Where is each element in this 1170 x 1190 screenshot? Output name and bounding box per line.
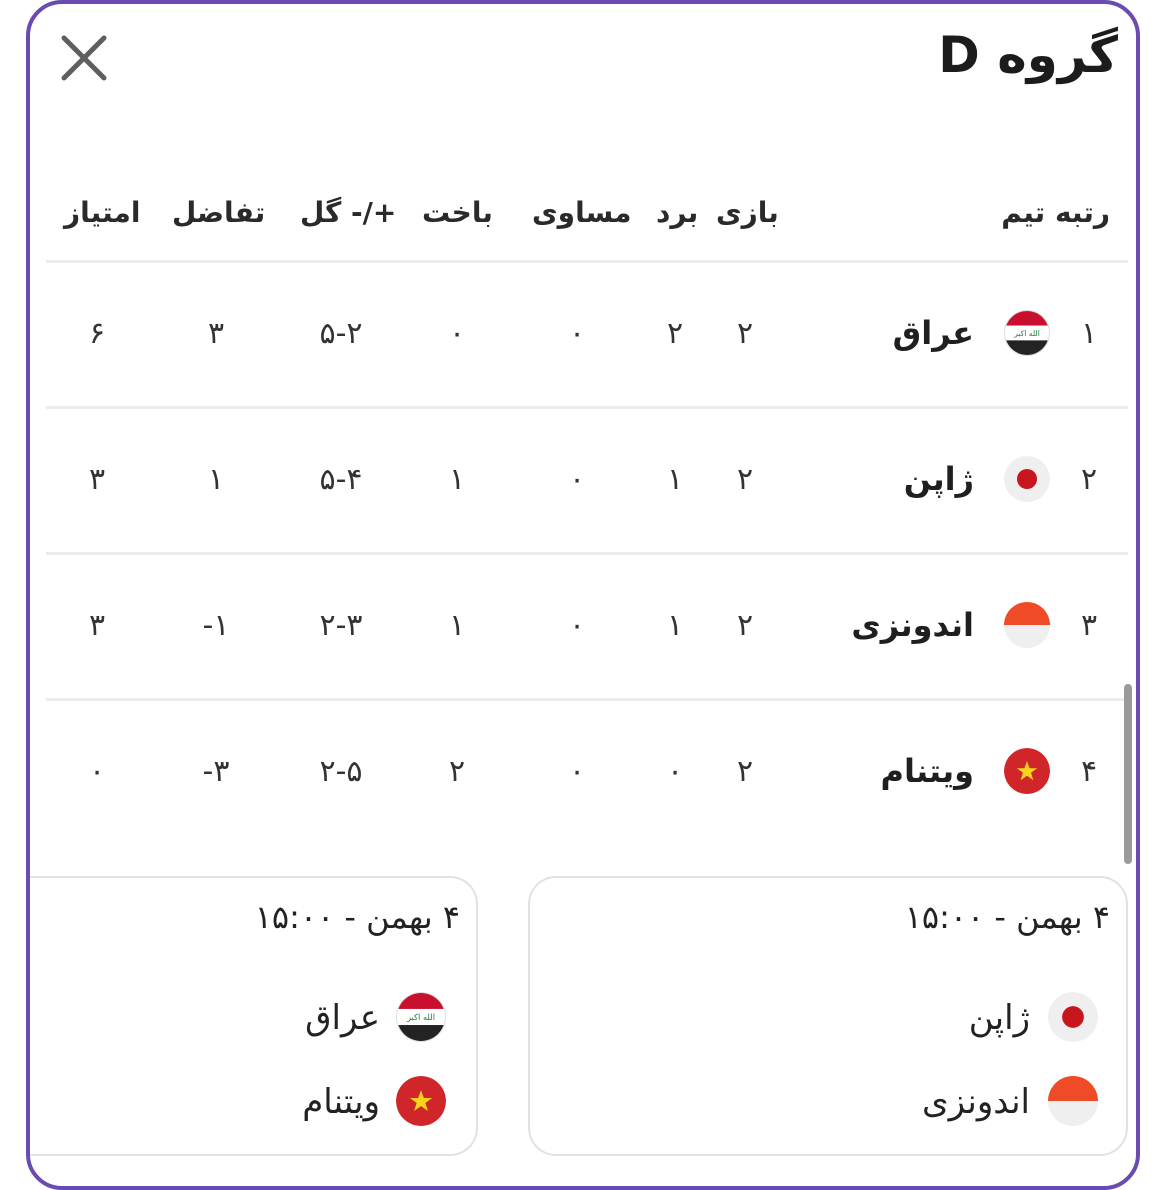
header-lost: باخت (422, 196, 493, 229)
goal-diff: ۱ (207, 462, 225, 497)
played: ۲ (736, 316, 754, 351)
match-card[interactable] (528, 876, 1128, 1156)
points: ۳ (88, 608, 106, 643)
header-rank-team: رتبه تیم (1001, 196, 1110, 229)
team-name: عراق (892, 314, 974, 352)
vietnam-flag-icon (1004, 748, 1050, 794)
drawn: ۰ (568, 462, 586, 497)
match-away-team: اندونزی (921, 1082, 1030, 1122)
goals: ۵-۲ (319, 316, 363, 351)
lost: ۱ (448, 608, 466, 643)
goals: ۲-۵ (319, 754, 363, 789)
played: ۲ (736, 608, 754, 643)
svg-text:الله اكبر: الله اكبر (1014, 328, 1040, 338)
iraq-flag-icon (1004, 310, 1050, 356)
header-won: برد (656, 196, 699, 229)
goal-diff: ۳ (207, 316, 225, 351)
played: ۲ (736, 462, 754, 497)
lost: ۲ (448, 754, 466, 789)
match-datetime: ۴ بهمن - ۱۵:۰۰ (254, 898, 460, 936)
rank: ۴ (1080, 754, 1098, 789)
drawn: ۰ (568, 608, 586, 643)
rank: ۳ (1080, 608, 1098, 643)
goal-diff: -۳ (202, 754, 230, 789)
played: ۲ (736, 754, 754, 789)
scrollbar[interactable] (1124, 684, 1132, 864)
match-away-team: ویتنام (302, 1082, 380, 1122)
header-goals: گل -/+ (300, 196, 397, 229)
japan-flag-icon (1048, 992, 1098, 1042)
vietnam-flag-icon (396, 1076, 446, 1126)
team-name: ژاپن (903, 460, 974, 498)
japan-flag-icon (1004, 456, 1050, 502)
team-name: ویتنام (880, 752, 974, 790)
won: ۱ (666, 462, 684, 497)
points: ۳ (88, 462, 106, 497)
iraq-flag-icon (396, 992, 446, 1042)
svg-text:الله اكبر: الله اكبر (406, 1012, 436, 1023)
match-datetime: ۴ بهمن - ۱۵:۰۰ (904, 898, 1110, 936)
lost: ۰ (448, 316, 466, 351)
indonesia-flag-icon (1004, 602, 1050, 648)
match-home-team: ژاپن (968, 998, 1030, 1038)
group-standings-dialog (26, 0, 1140, 1190)
goals: ۲-۳ (319, 608, 363, 643)
header-diff: تفاضل (172, 196, 266, 229)
points: ۶ (88, 316, 106, 351)
divider (46, 698, 1128, 701)
rank: ۲ (1080, 462, 1098, 497)
lost: ۱ (448, 462, 466, 497)
divider (46, 260, 1128, 263)
header-points: امتیاز (64, 196, 141, 229)
match-home-team: عراق (305, 998, 380, 1038)
won: ۰ (666, 754, 684, 789)
drawn: ۰ (568, 754, 586, 789)
match-card[interactable] (26, 876, 478, 1156)
goal-diff: -۱ (202, 608, 230, 643)
page-title: گروه D (938, 26, 1118, 84)
won: ۱ (666, 608, 684, 643)
indonesia-flag-icon (1048, 1076, 1098, 1126)
team-name: اندونزی (851, 606, 974, 644)
rank: ۱ (1080, 316, 1098, 351)
header-drawn: مساوی (532, 196, 632, 229)
won: ۲ (666, 316, 684, 351)
divider (46, 552, 1128, 555)
divider (46, 406, 1128, 409)
close-icon[interactable] (58, 32, 110, 84)
points: ۰ (88, 754, 106, 789)
goals: ۵-۴ (319, 462, 363, 497)
header-played: بازی (716, 196, 779, 229)
drawn: ۰ (568, 316, 586, 351)
